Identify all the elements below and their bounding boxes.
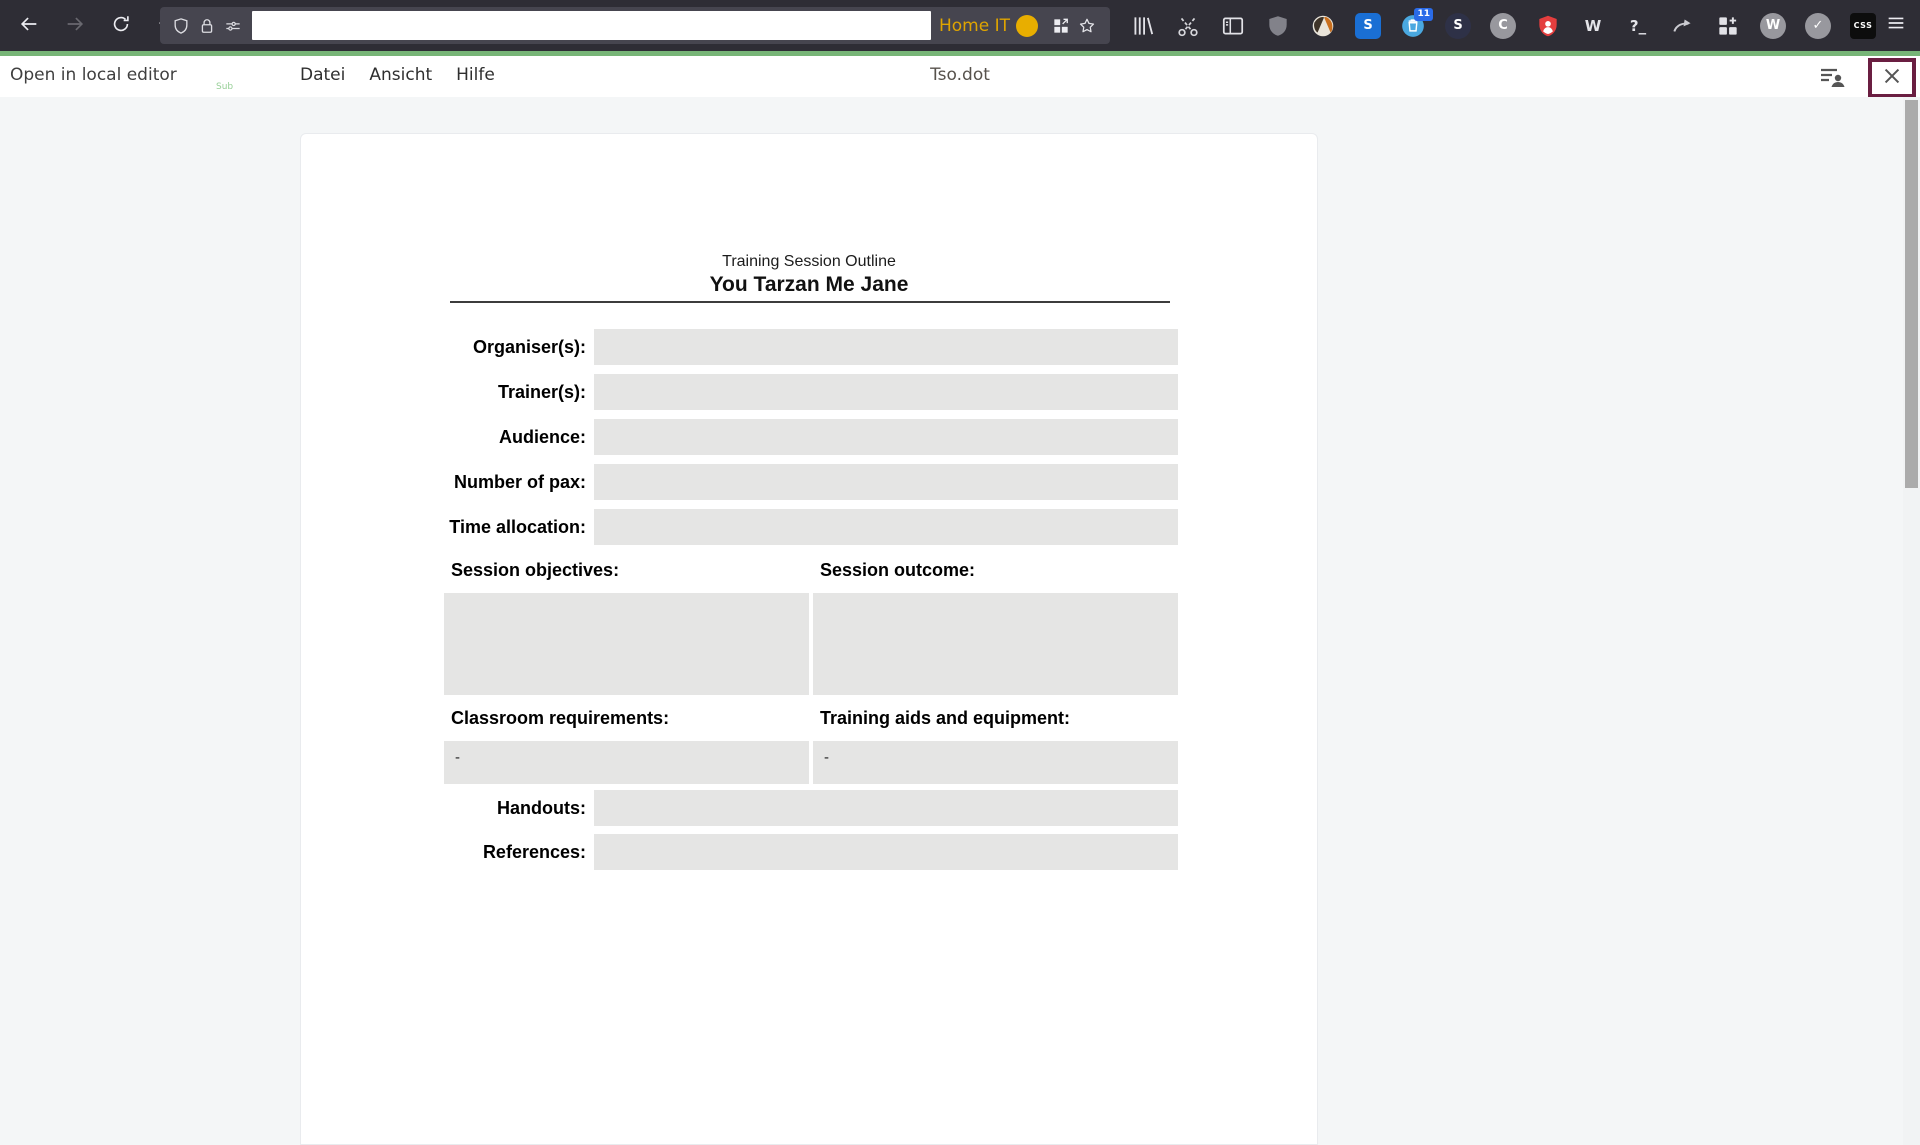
document-title: Tso.dot (930, 65, 990, 85)
field-session-objectives[interactable] (444, 593, 809, 695)
field-session-outcome[interactable] (813, 593, 1178, 695)
urlbar-input[interactable] (252, 11, 931, 40)
menu-datei[interactable]: Datei (300, 65, 346, 85)
document-page[interactable] (300, 133, 1318, 1145)
menu-hilfe[interactable]: Hilfe (456, 65, 495, 85)
container-label: Home IT (938, 15, 1010, 36)
check-circle-icon[interactable]: ✓ (1805, 13, 1831, 39)
history-cleaner-icon[interactable] (1400, 8, 1430, 39)
permissions-sliders-icon[interactable] (220, 13, 246, 39)
field-label-number-of-pax: Number of pax: (453, 472, 586, 492)
screenshot-tool-icon[interactable] (1175, 13, 1201, 39)
browser-toolbar (0, 0, 1920, 51)
circle-c-icon[interactable]: C (1490, 13, 1516, 39)
doc-heading: Training Session Outline (722, 253, 896, 270)
forward-button[interactable] (60, 11, 90, 41)
reload-button[interactable] (106, 11, 136, 41)
field-organisers[interactable] (594, 329, 1178, 365)
ublock-shield-icon[interactable] (1265, 13, 1291, 39)
field-training-aids[interactable]: - (813, 741, 1178, 784)
css-tool-icon[interactable]: CSS (1850, 13, 1876, 39)
field-handouts[interactable] (594, 790, 1178, 826)
label-classroom-requirements: Classroom requirements: (451, 708, 670, 728)
container-grid-icon[interactable] (1048, 13, 1074, 39)
field-label-references: References: (482, 842, 586, 862)
editor-menu-bar (300, 65, 495, 85)
w-circle-icon[interactable]: W (1760, 13, 1786, 39)
field-label-time-allocation: Time allocation: (449, 517, 586, 537)
field-number-of-pax[interactable] (594, 464, 1178, 500)
extension-icons (1130, 0, 1876, 51)
forward-icon (64, 13, 86, 39)
browser-menu-button[interactable] (1880, 10, 1912, 40)
label-training-aids: Training aids and equipment: (820, 708, 1071, 728)
field-time-allocation[interactable] (594, 509, 1178, 545)
hamburger-icon (1885, 12, 1907, 38)
field-trainers[interactable] (594, 374, 1178, 410)
sub-badge: Sub (216, 82, 234, 92)
user-list-button[interactable] (1818, 65, 1848, 89)
menu-ansicht[interactable]: Ansicht (369, 65, 433, 85)
scrollbar[interactable] (1903, 97, 1920, 1145)
shield-icon[interactable] (168, 13, 194, 39)
container-color-dot (1016, 15, 1038, 37)
extensions-grid-icon[interactable] (1715, 13, 1741, 39)
label-session-objectives: Session objectives: (451, 560, 620, 580)
close-icon (1881, 65, 1903, 91)
lock-icon[interactable] (194, 13, 220, 39)
open-in-local-editor-link[interactable]: Open in local editor (10, 65, 177, 85)
avatar-shield-icon[interactable] (1535, 13, 1561, 39)
wappalyzer-icon[interactable]: W (1584, 16, 1602, 35)
title-rule (450, 301, 1170, 303)
back-icon (18, 13, 40, 39)
extension-badge: 11 (1414, 8, 1433, 21)
sidebar-toggle-icon[interactable] (1220, 13, 1246, 39)
editor-toolbar (0, 56, 1920, 97)
label-session-outcome: Session outcome: (820, 560, 976, 580)
close-button[interactable] (1868, 58, 1916, 98)
field-classroom-requirements[interactable]: - (444, 741, 809, 784)
doc-subheading: You Tarzan Me Jane (709, 273, 909, 296)
startpage-icon[interactable]: S (1445, 13, 1471, 39)
field-audience[interactable] (594, 419, 1178, 455)
field-label-handouts: Handouts: (497, 798, 586, 818)
terminal-prompt-icon[interactable]: ?_ (1629, 16, 1647, 35)
field-references[interactable] (594, 834, 1178, 870)
bookmark-star-icon[interactable] (1074, 13, 1100, 39)
library-icon[interactable] (1130, 13, 1156, 39)
back-button[interactable] (14, 11, 44, 41)
user-list-icon (1818, 74, 1848, 93)
field-label-organisers: Organiser(s): (472, 337, 586, 357)
reload-icon (110, 13, 132, 39)
stylus-icon[interactable]: S (1355, 13, 1381, 39)
field-label-audience: Audience: (498, 427, 586, 447)
privacy-badger-icon[interactable] (1310, 13, 1336, 39)
editor-content-area (0, 97, 1920, 1145)
field-label-trainers: Trainer(s): (497, 382, 586, 402)
scrollbar-thumb[interactable] (1905, 100, 1918, 488)
url-bar[interactable] (160, 7, 1110, 44)
redirect-arrow-icon[interactable] (1670, 13, 1696, 39)
